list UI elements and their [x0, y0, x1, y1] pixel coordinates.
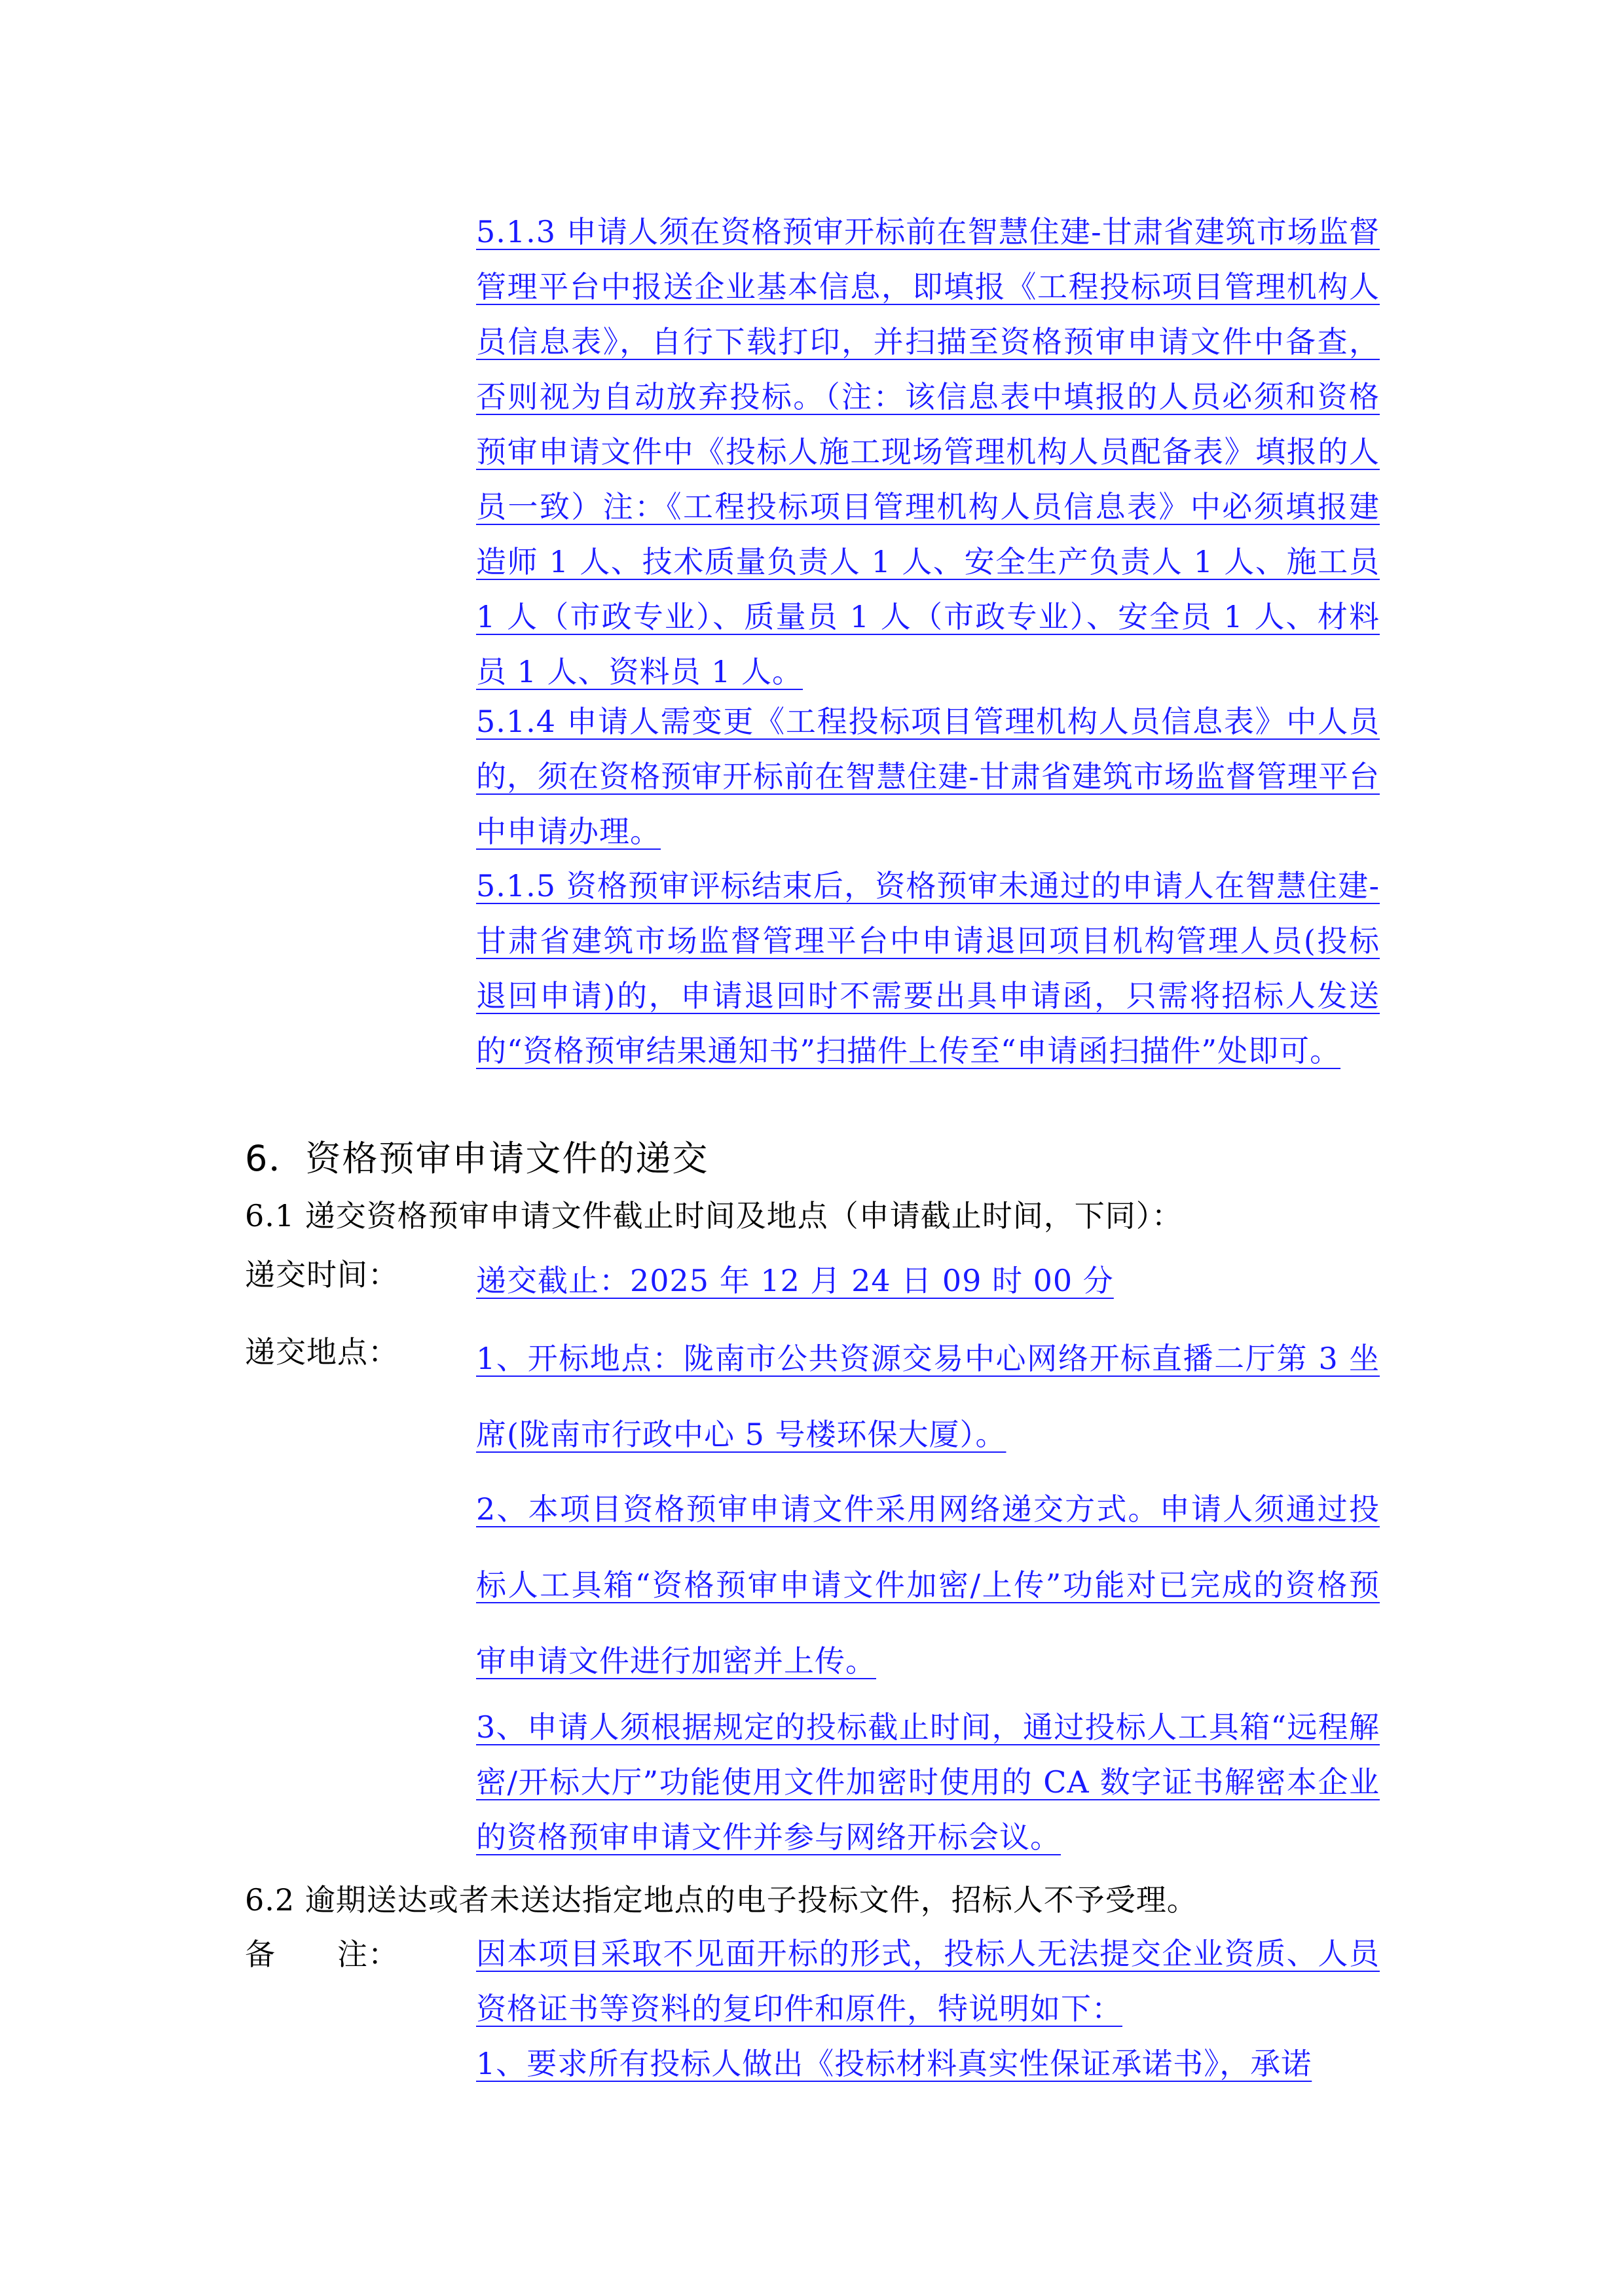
clause-5-1-4: 5.1.4 申请人需变更《工程投标项目管理机构人员信息表》中人员的，须在资格预审开标前在智慧住建-甘肃省建筑市场监督管理平台中申请办理。 [476, 704, 1380, 849]
submission-place-1: 1、开标地点：陇南市公共资源交易中心网络开标直播二厅第 3 坐席(陇南市行政中心 5 号楼环保大厦）。 [476, 1341, 1380, 1452]
submission-time-value: 递交截止：2025 年 12 月 24 日 09 时 00 分 [476, 1263, 1114, 1298]
clause-6-1: 6.1 递交资格预审申请文件截止时间及地点（申请截止时间，下同）： [245, 1198, 1183, 1233]
note-label: 备 注： [245, 1937, 399, 1972]
submission-place-3: 3、申请人须根据规定的投标截止时间，通过投标人工具箱“远程解密/开标大厅”功能使用文件加密时使用的 CA 数字证书解密本企业的资格预审申请文件并参与网络开标会议。 [476, 1709, 1380, 1855]
submission-time-label: 递交时间： [245, 1257, 399, 1292]
clause-6-2: 6.2 逾期送达或者未送达指定地点的电子投标文件，招标人不予受理。 [245, 1882, 1198, 1918]
note-text: 因本项目采取不见面开标的形式，投标人无法提交企业资质、人员资格证书等资料的复印件和原件，特说明如下： [476, 1936, 1380, 2026]
submission-place-label: 递交地点： [245, 1334, 399, 1370]
submission-place-2: 2、本项目资格预审申请文件采用网络递交方式。申请人须通过投标人工具箱“资格预审申请文件加密/上传”功能对已完成的资格预审申请文件进行加密并上传。 [476, 1491, 1380, 1679]
clause-5-1-5: 5.1.5 资格预审评标结束后，资格预审未通过的申请人在智慧住建- 甘肃省建筑市场监督管理平台中申请退回项目机构管理人员(投标退回申请)的，申请退回时不需要出具申请函，只需将招标人发送的“资格预审结果通知书”扫描件上传至“申请函扫描件”处即可。 [476, 868, 1380, 1068]
section-6-heading: 6．资格预审申请文件的递交 [245, 1138, 709, 1179]
note-item-1: 1、要求所有投标人做出《投标材料真实性保证承诺书》，承诺 [476, 2046, 1312, 2081]
clause-5-1-3: 5.1.3 申请人须在资格预审开标前在智慧住建-甘肃省建筑市场监督管理平台中报送企业基本信息，即填报《工程投标项目管理机构人员信息表》，自行下载打印，并扫描至资格预审申请文件中备查，否则视为自动放弃投标。（注：该信息表中填报的人员必须和资格预审申请文件中《投标人施工现场管理机构人员配备表》填报的人员一致）注：《工程投标项目管理机构人员信息表》中必须填报建造师 1 人、技术质量负责人 1 人、安全生产负责人 1 人、施工员 1 人（市政专业）、质量员 1 人（市政专业）、安全员 1 人、材料员 1 人、资料员 1 人。 [476, 214, 1380, 689]
